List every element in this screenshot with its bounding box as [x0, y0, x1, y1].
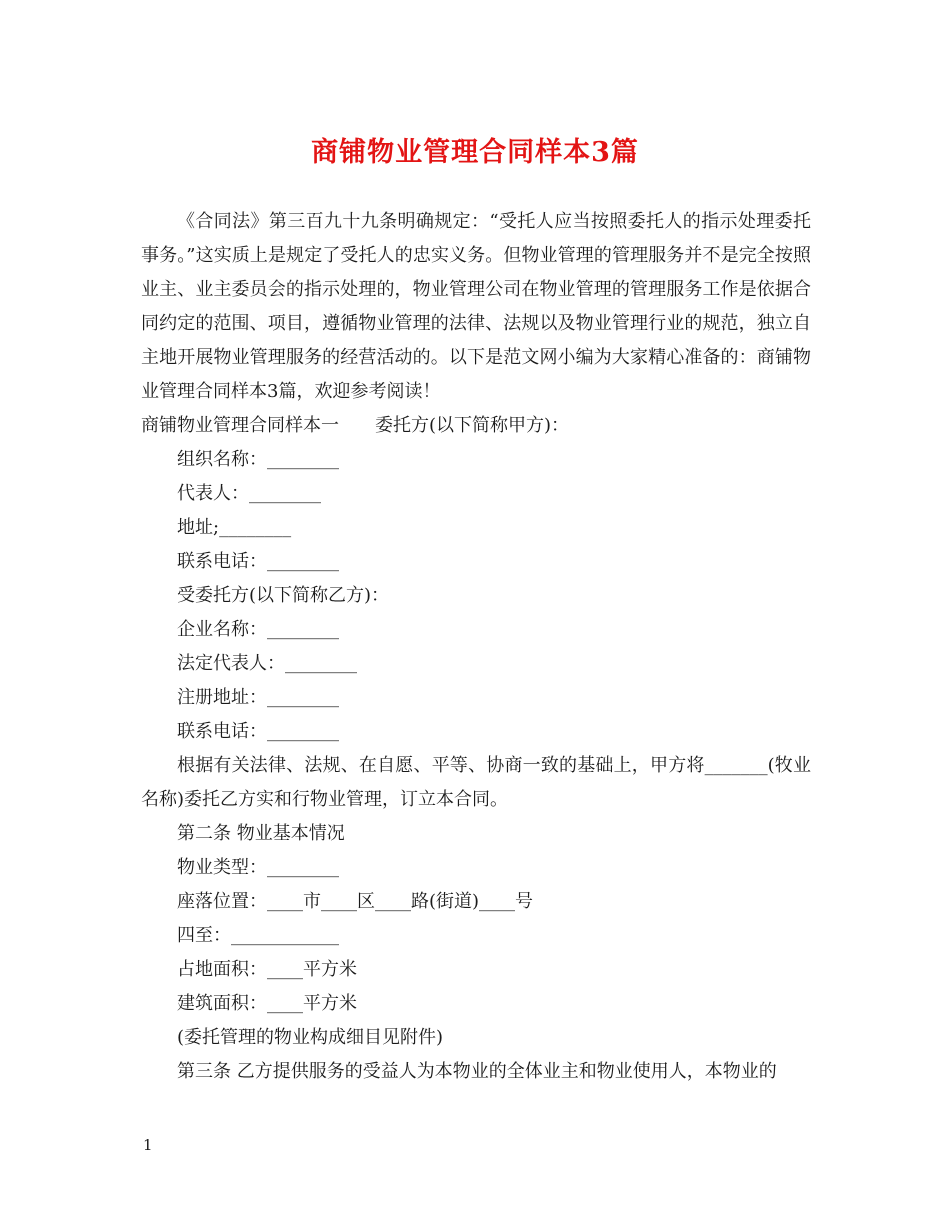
party-b-legal-rep: 法定代表人：________ — [177, 653, 357, 674]
party-b-heading: 受委托方(以下简称乙方)： — [177, 585, 390, 606]
article2-boundaries: 四至：____________ — [177, 925, 339, 946]
document-body — [141, 205, 811, 1089]
party-b-phone: 联系电话：________ — [177, 721, 339, 742]
party-a-heading: 委托方(以下简称甲方)： — [375, 415, 570, 436]
party-a-representative: 代表人：________ — [177, 483, 321, 504]
article2-type: 物业类型：________ — [177, 857, 339, 878]
article2-note: (委托管理的物业构成细目见附件) — [177, 1027, 444, 1048]
basis-paragraph: 根据有关法律、法规、在自愿、平等、协商一致的基础上，甲方将_______(牧业名称)委托乙方实和行物业管理，订立本合同。 — [141, 755, 811, 810]
party-a-address: 地址;________ — [177, 517, 292, 538]
party-a-org-name: 组织名称：________ — [177, 449, 339, 470]
sample-heading-line — [141, 409, 811, 443]
page-number: 1 — [143, 1136, 153, 1154]
article2-location: 座落位置：____市____区____路(街道)____号 — [177, 891, 534, 912]
article2-building-area: 建筑面积：____平方米 — [177, 993, 357, 1014]
article3-paragraph: 第三条 乙方提供服务的受益人为本物业的全体业主和物业使用人，本物业的 — [177, 1061, 777, 1082]
party-a-phone: 联系电话：________ — [177, 551, 339, 572]
party-b-reg-address: 注册地址：________ — [177, 687, 339, 708]
sample-heading: 商铺物业管理合同样本一 — [141, 415, 339, 436]
article2-heading: 第二条 物业基本情况 — [177, 823, 345, 844]
article2-land-area: 占地面积：____平方米 — [177, 959, 357, 980]
intro-paragraph: 《合同法》第三百九十九条明确规定：“受托人应当按照委托人的指示处理委托事务。”这实质上是规定了受托人的忠实义务。但物业管理的管理服务并不是完全按照业主、业主委员会的指示处理的，物业管理公司在物业管理的管理服务工作是依据合同约定的范围、项目，遵循物业管理的法律、法规以及物业管理行业的规范，独立自主地开展物业管理服务的经营活动的。以下是范文网小编为大家精心准备的：商铺物业管理合同样本3篇，欢迎参考阅读！ — [141, 211, 811, 402]
party-b-company-name: 企业名称：________ — [177, 619, 339, 640]
document-title: 商铺物业管理合同样本3篇 — [311, 137, 639, 168]
